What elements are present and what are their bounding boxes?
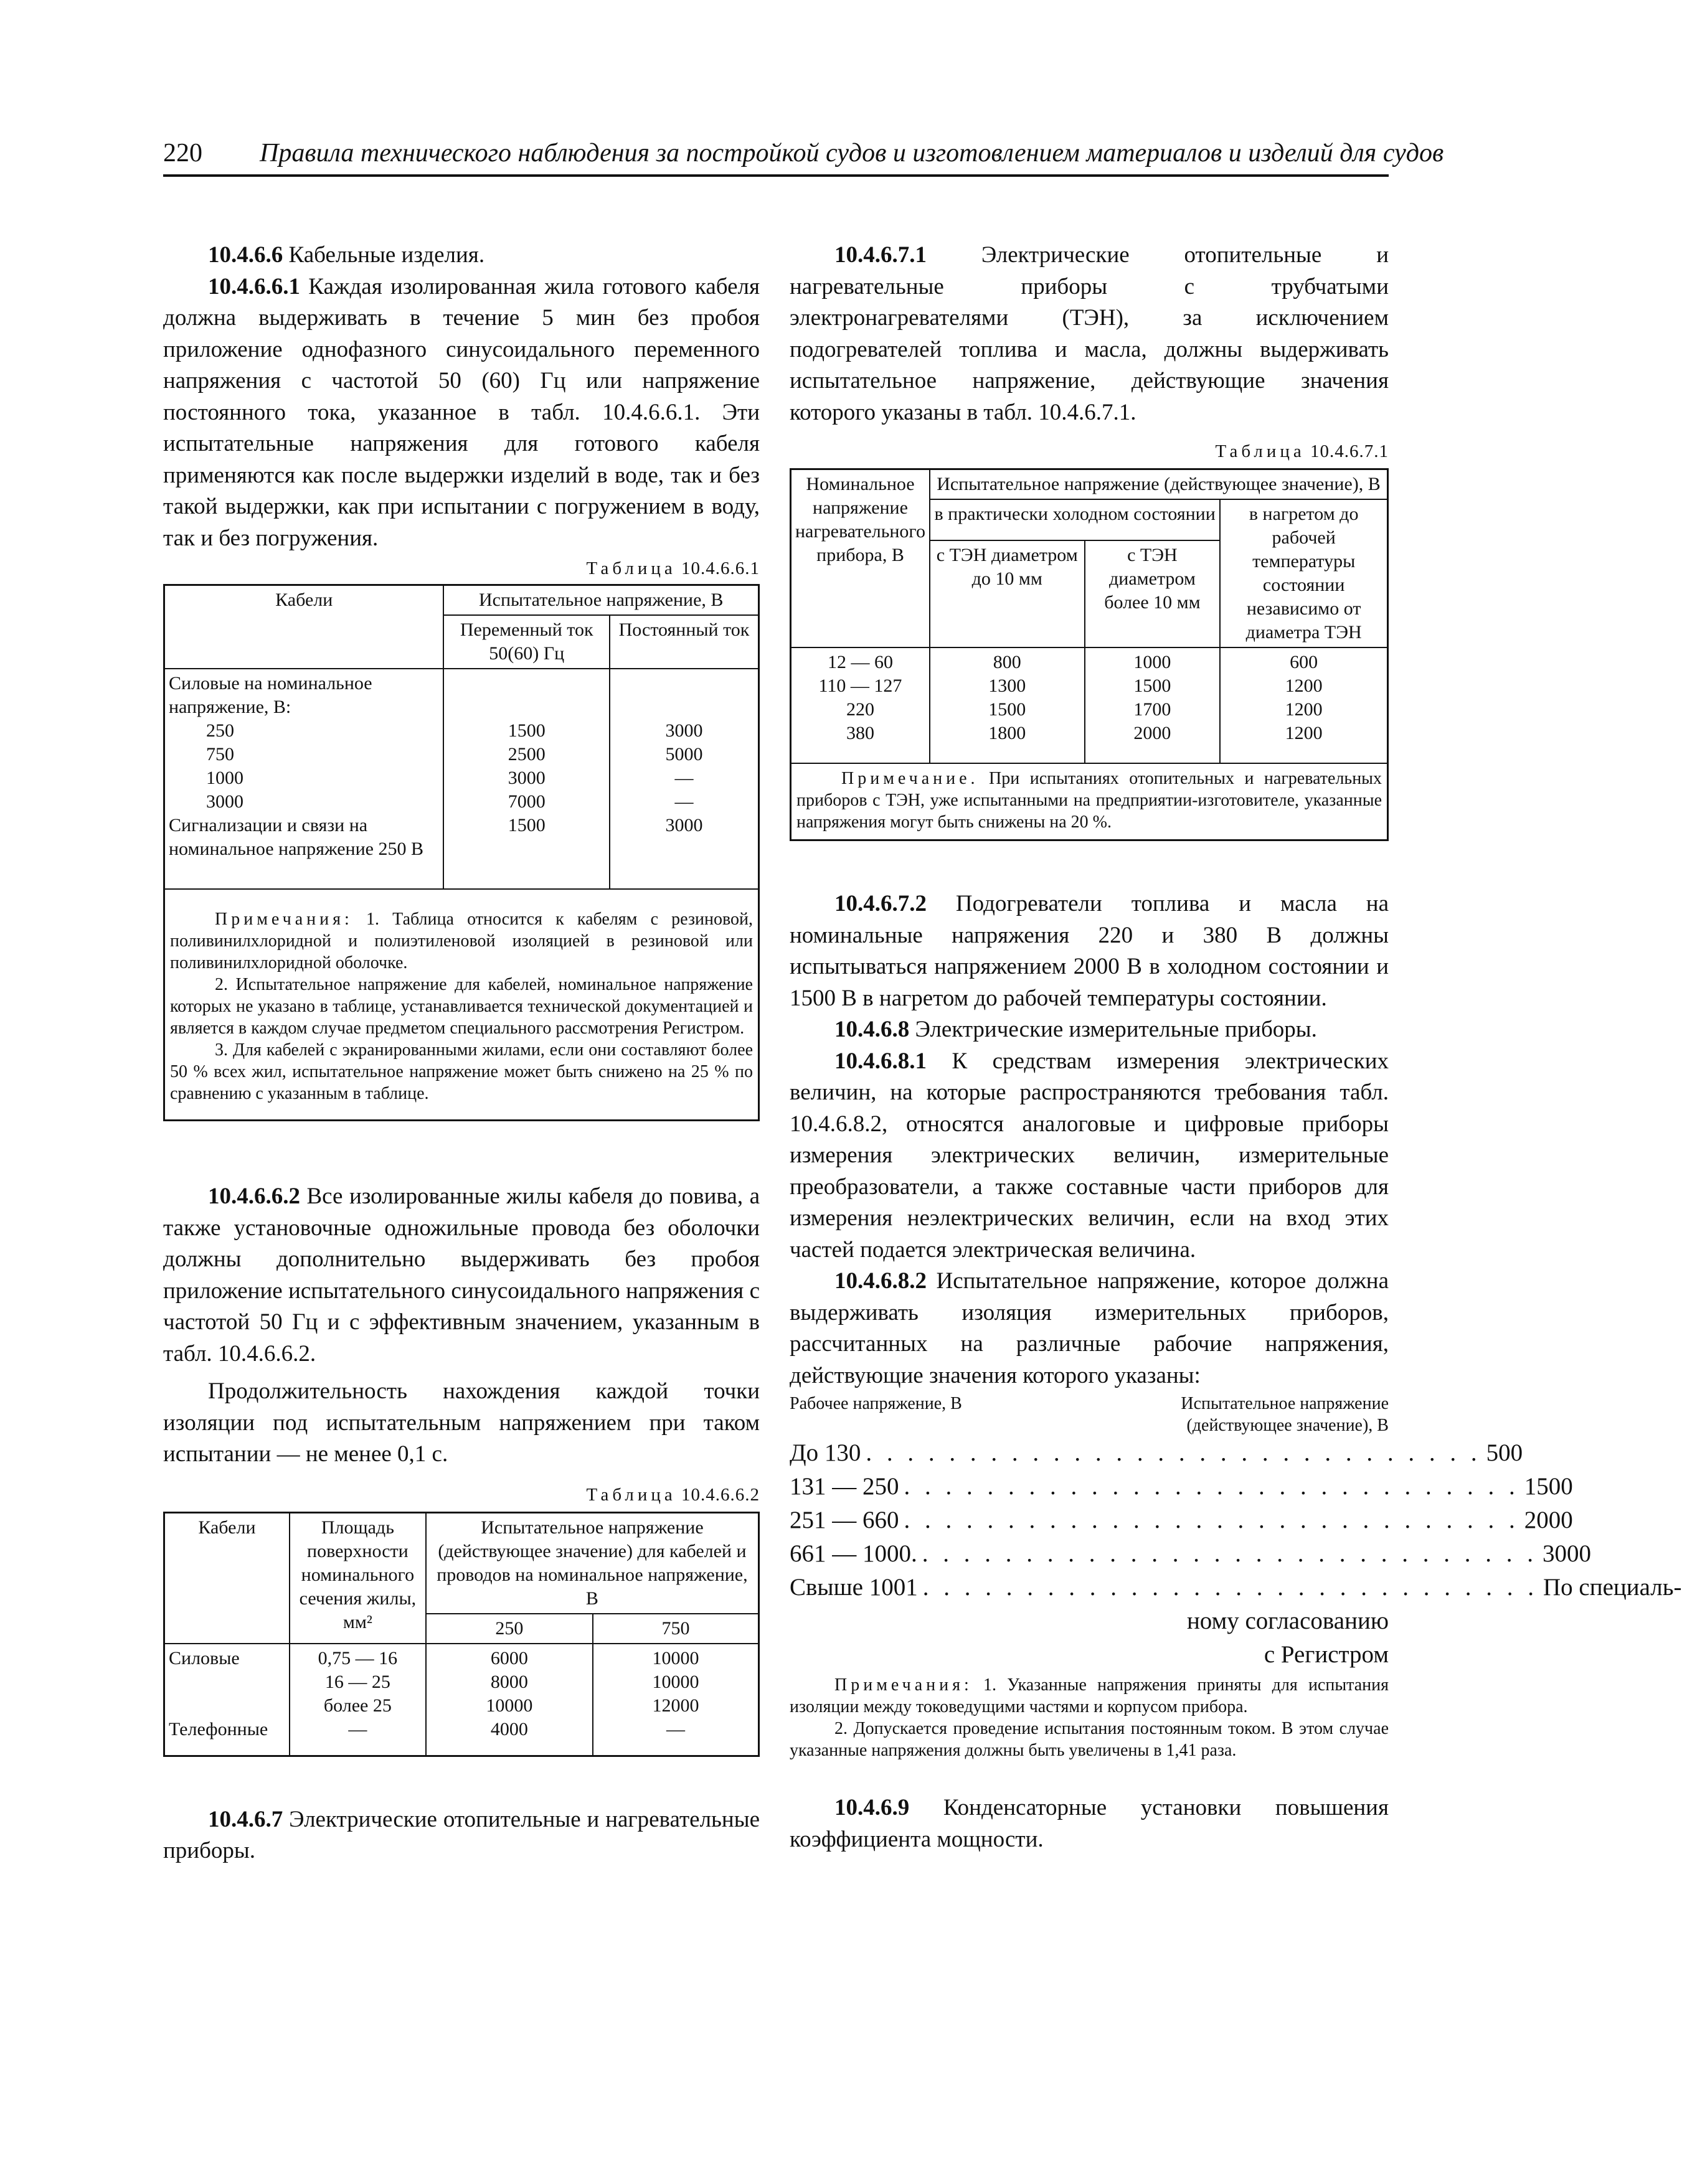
table-cell: 800 1300 1500 1800 bbox=[930, 647, 1085, 763]
table-cell: 600 1200 1200 1200 bbox=[1220, 647, 1387, 763]
section-10-4-6-6-1: 10.4.6.6.1 Каждая изолированная жила готового кабеля должна выдерживать в течение 5 мин без пробоя приложение однофазного синусоидального переменного напряжения с частотой 50 (60) Гц или напряжение постоянного тока, указанное в табл. 10.4.6.6.1. Эти испытательные напряжения для готового кабеля применяются как после выдержки изделий в воде, так и без такой выдержки, как при испытании с погружением в воду, так и без погружения. bbox=[163, 273, 760, 551]
table-caption: Таблица 10.4.6.6.2 bbox=[586, 1484, 760, 1505]
table-cell: Силовые на номинальное напряжение, В: 250 750 1000 3000 Сигнализации и связи на номинальное напряжение 250 В bbox=[165, 669, 443, 889]
table-cell: Силовые Телефонные bbox=[165, 1644, 290, 1755]
voltage-list-header: Рабочее напряжение, В Испытательное напряжение (действующее значение), В bbox=[790, 1394, 1389, 1435]
section-10-4-6-8-2: 10.4.6.8.2 Испытательное напряжение, которое должна выдерживать изоляция измерительных приборов, рассчитанных на различные рабочие напряжения, действующие значения которого указаны: bbox=[790, 1268, 1389, 1388]
table-caption: Таблица 10.4.6.7.1 bbox=[1215, 441, 1389, 461]
measuring-notes: Примечания: 1. Указанные напряжения приняты для испытания изоляции между токоведущими частями и корпусом прибора. 2. Допускается проведение испытания постоянным током. В этом случае указанные напряжения должны быть увеличены в 1,41 раза. bbox=[790, 1675, 1389, 1760]
running-title: Правила технического наблюдения за постройкой судов и изготовлением материалов и изделий для судов bbox=[260, 139, 1444, 167]
list-item: Свыше 1001 . . . . . . . . . . . . . . . . . . . . . . . . . . . . . . По специаль- bbox=[790, 1574, 1682, 1601]
section-10-4-6-7-2: 10.4.6.7.2 Подогреватели топлива и масла на номинальные напряжения 220 и 380 В должны испытываться напряжением 2000 В в холодном состоянии и 1500 В в нагретом до рабочей температуры состоянии. bbox=[790, 891, 1389, 1011]
section-10-4-6-6: 10.4.6.6 Кабельные изделия. bbox=[208, 242, 485, 268]
section-10-4-6-7: 10.4.6.7 Электрические отопительные и нагревательные приборы. bbox=[163, 1806, 760, 1863]
page-number: 220 bbox=[163, 139, 202, 167]
th-cables: Кабели bbox=[165, 1513, 290, 1644]
table-10-4-6-6-2 bbox=[163, 1512, 760, 1757]
list-item: 251 — 660 . . . . . . . . . . . . . . . . . . . . . . . . . . . . . . 2000 bbox=[790, 1507, 1573, 1533]
table-cell: 6000 8000 10000 4000 bbox=[426, 1644, 593, 1755]
th-area: Площадь поверхности номинального сечения жилы, мм² bbox=[290, 1513, 426, 1644]
right-column bbox=[790, 240, 1682, 1855]
table-cell: 1500 2500 3000 7000 1500 bbox=[443, 669, 610, 889]
section-10-4-6-9: 10.4.6.9 Конденсаторные установки повышения коэффициента мощности. bbox=[790, 1795, 1389, 1852]
section-10-4-6-6-2: 10.4.6.6.2 Все изолированные жилы кабеля до повива, а также установочные одножильные провода без оболочки должны дополнительно выдерживать без пробоя приложение испытательного синусоидального напряжения с частотой 50 Гц и с эффективным значением, указанным в табл. 10.4.6.6.2. bbox=[163, 1184, 760, 1367]
table-cell: 12 — 60 110 — 127 220 380 bbox=[791, 647, 930, 763]
th-nominal: Номинальное напряжение нагревательного прибора, В bbox=[791, 470, 930, 647]
table-cell: 3000 5000 — — 3000 bbox=[610, 669, 758, 889]
table-cell: 10000 10000 12000 — bbox=[593, 1644, 758, 1755]
table-note: Примечание. При испытаниях отопительных и нагревательных приборов с ТЭН, уже испытанными на предприятии-изготовителе, указанные напряжения могут быть снижены на 20 %. bbox=[791, 763, 1387, 839]
page-header bbox=[163, 136, 1444, 177]
th-voltage: Испытательное напряжение, В bbox=[443, 586, 758, 615]
table-10-4-6-6-1 bbox=[163, 584, 760, 1121]
table-cell: 1000 1500 1700 2000 bbox=[1085, 647, 1221, 763]
duration-paragraph: Продолжительность нахождения каждой точки изоляции под испытательным напряжением при таком испытании — не менее 0,1 с. bbox=[163, 1378, 760, 1467]
th-voltage: Испытательное напряжение (действующее значение), В bbox=[930, 470, 1387, 499]
table-10-4-6-7-1 bbox=[790, 468, 1389, 841]
list-item: До 130 . . . . . . . . . . . . . . . . . . . . . . . . . . . . . . 500 bbox=[790, 1439, 1523, 1466]
th-hot: в нагретом до рабочей температуры состоянии независимо от диаметра ТЭН bbox=[1220, 499, 1387, 647]
table-notes: Примечания: 1. Таблица относится к кабелям с резиновой, поливинилхлоридной и полиэтиленовой изоляцией в резиновой или поливинилхлоридной оболочке. 2. Испытательное напряжение для кабелей, номинальное напряжение которых не указано в таблице, устанавливается технической документацией и является в каждом случае предметом специального рассмотрения Регистром. 3. Для кабелей с экранированными жилами, если они составляют более 50 % всех жил, испытательное напряжение может быть снижено на 25 % по сравнению с указанным в таблице. bbox=[165, 889, 758, 1119]
left-column bbox=[163, 240, 760, 1867]
voltage-list: До 130 . . . . . . . . . . . . . . . . . . . . . . . . . . . . . . 500 131 — 250 . . . . . . . . . . . . . . . . . . . . . . . . . . . . . . 1500 251 — 660 . . . . . . . . . . . . . . . . . . . . . . . . . . . . . . 2000 661 — 1000. . . . . . . . . . . . . . . . . . . . . . . . . . . . . . . 3000 Свыше 1001 . . . . . . . . . . . . . . . . . . . . . . . . . . . . . . По специаль- ному согласованию с Регистром bbox=[790, 1436, 1389, 1672]
th-cold: в практически холодном состоянии bbox=[930, 499, 1220, 540]
table-cell: 0,75 — 16 16 — 25 более 25 — bbox=[290, 1644, 426, 1755]
list-item: 661 — 1000. . . . . . . . . . . . . . . . . . . . . . . . . . . . . . . 3000 bbox=[790, 1540, 1591, 1567]
list-item: 131 — 250 . . . . . . . . . . . . . . . . . . . . . . . . . . . . . . 1500 bbox=[790, 1473, 1573, 1500]
th-750: 750 bbox=[593, 1614, 758, 1644]
section-10-4-6-7-1: 10.4.6.7.1 Электрические отопительные и нагревательные приборы с трубчатыми электронагревателями (ТЭН), за исключением подогревателей топлива и масла, должны выдерживать испытательное напряжение, действующие значения которого указаны в табл. 10.4.6.7.1. bbox=[790, 242, 1389, 425]
th-voltage: Испытательное напряжение (действующее значение) для кабелей и проводов на номинальное напряжение, В bbox=[426, 1513, 758, 1614]
th-cables: Кабели bbox=[165, 586, 443, 669]
th-250: 250 bbox=[426, 1614, 593, 1644]
section-10-4-6-8-1: 10.4.6.8.1 К средствам измерения электрических величин, на которые распространяются требования табл. 10.4.6.8.2, относятся аналоговые и цифровые приборы измерения электрических величин, измерительные преобразователи, а также составные части приборов для измерения неэлектрических величин, если на вход этих частей подается электрическая величина. bbox=[790, 1048, 1389, 1263]
th-ac: Переменный ток 50(60) Гц bbox=[443, 615, 610, 669]
th-dc: Постоянный ток bbox=[610, 615, 758, 669]
section-10-4-6-8: 10.4.6.8 Электрические измерительные приборы. bbox=[834, 1017, 1317, 1042]
table-caption: Таблица 10.4.6.6.1 bbox=[586, 558, 760, 578]
th-large: с ТЭН диаметром более 10 мм bbox=[1085, 540, 1221, 647]
th-small: с ТЭН диаметром до 10 мм bbox=[930, 540, 1085, 647]
